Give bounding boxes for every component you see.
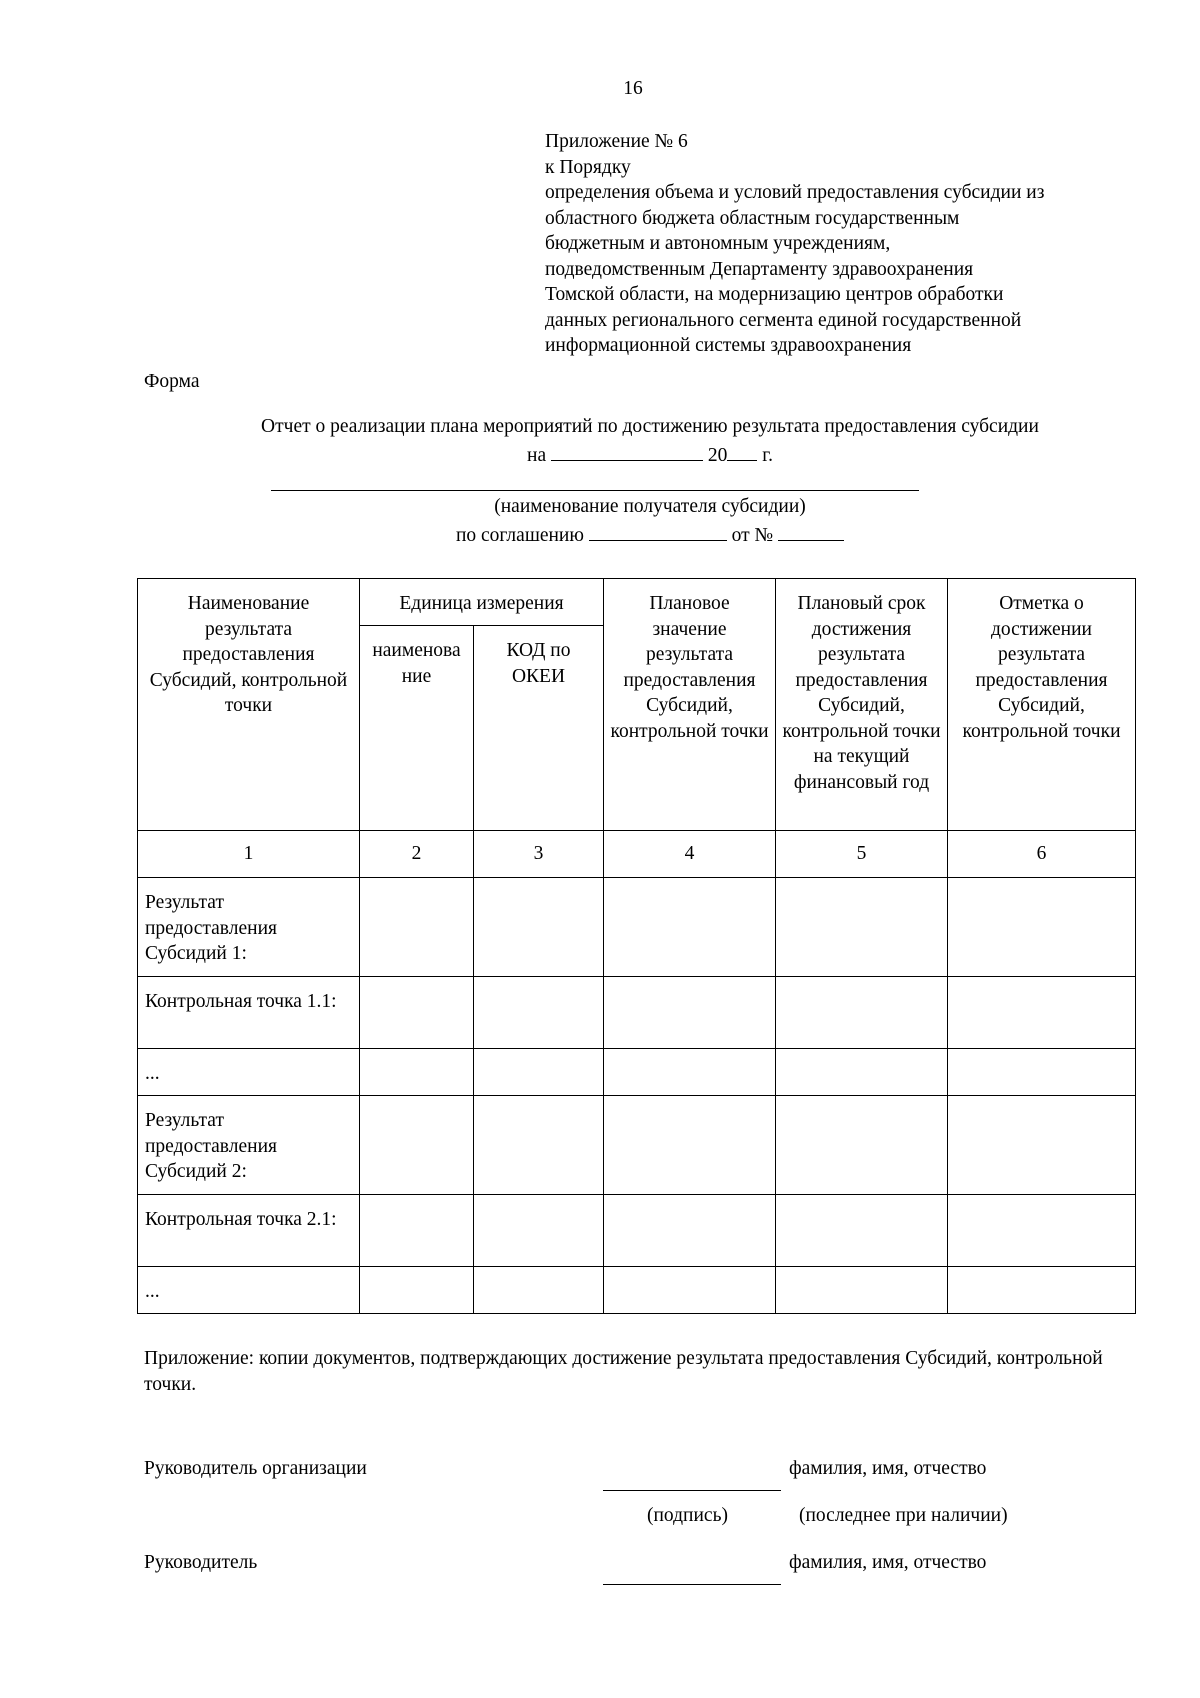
appendix-line: определения объема и условий предоставления субсидии из [545,182,1045,203]
appendix-line: подведомственным Департаменту здравоохранения [545,258,974,280]
header-okei-code: КОД по ОКЕИ [474,626,604,831]
year-prefix: 20 [707,445,728,466]
row-label: Контрольная точка 2.1: [138,1195,360,1267]
data-cell[interactable] [776,1195,948,1267]
data-cell[interactable] [948,1195,1136,1267]
appendix-line: данных регионального сегмента единой государственной [545,309,1022,331]
column-number: 6 [948,831,1136,878]
table-header-row [138,579,1136,626]
column-number-row [138,831,1136,878]
appendix-line: областного бюджета областным государственным [545,207,960,229]
head-of-organization-label: Руководитель организации [144,1458,367,1479]
data-cell[interactable] [360,1195,474,1267]
head-label: Руководитель [144,1552,258,1573]
agreement-line [120,520,1180,549]
header-unit-group: Единица измерения [360,579,604,626]
appendix-line: Томской области, на модернизацию центров обработки [545,284,1004,305]
signature-caption: (подпись) [647,1505,728,1526]
table-row [138,1096,1136,1195]
data-cell[interactable] [604,1096,776,1195]
table-row [138,1267,1136,1314]
report-title: Отчет о реализации плана мероприятий по достижению результата предоставления субсидии [261,416,1039,437]
form-label: Форма [144,371,200,392]
data-cell[interactable] [360,1267,474,1314]
date-prefix: на [527,445,547,466]
appendix-line: бюджетным и автономным учреждениям, [545,233,891,254]
date-line [120,440,1180,469]
data-cell[interactable] [776,1267,948,1314]
fio-label-2: фамилия, имя, отчество [789,1552,987,1573]
row-label: ... [138,1267,360,1314]
report-table [137,578,1136,1314]
table-row [138,977,1136,1049]
year-suffix: г. [762,445,773,466]
table-row [138,1195,1136,1267]
agreement-number-label: от № [731,525,774,546]
data-cell[interactable] [604,1049,776,1096]
data-cell[interactable] [948,1267,1136,1314]
agreement-number-blank[interactable] [778,520,844,541]
column-number: 5 [776,831,948,878]
header-achievement-mark: Отметка о достижении результата предоставления Субсидий, контрольной точки [948,579,1136,831]
data-cell[interactable] [360,1096,474,1195]
row-label: ... [138,1049,360,1096]
data-cell[interactable] [776,977,948,1049]
fio-label-1: фамилия, имя, отчество [789,1458,987,1479]
appendix-line: Приложение № 6 [545,131,688,152]
agreement-prefix: по соглашению [455,525,584,546]
date-blank[interactable] [551,440,703,461]
data-cell[interactable] [604,1267,776,1314]
attachment-note: Приложение: копии документов, подтверждающих достижение результата предоставления Субсидий, контрольной точки. [144,1348,1103,1395]
appendix-header [545,129,1165,359]
data-cell[interactable] [474,1195,604,1267]
column-number: 1 [138,831,360,878]
data-cell[interactable] [474,1267,604,1314]
data-cell[interactable] [604,878,776,977]
data-cell[interactable] [360,977,474,1049]
data-cell[interactable] [474,878,604,977]
data-cell[interactable] [948,1049,1136,1096]
column-number: 3 [474,831,604,878]
header-unit-name: наименова ние [360,626,474,831]
data-cell[interactable] [360,878,474,977]
appendix-line: к Порядку [545,156,631,178]
header-planned-value: Плановое значение результата предоставления Субсидий, контрольной точки [604,579,776,831]
data-cell[interactable] [948,1096,1136,1195]
column-number: 2 [360,831,474,878]
signature-line-2[interactable] [603,1584,781,1585]
data-cell[interactable] [474,1096,604,1195]
row-label: Результат предоставления Субсидий 2: [138,1096,360,1195]
data-cell[interactable] [604,977,776,1049]
patronymic-caption: (последнее при наличии) [799,1505,1008,1526]
data-cell[interactable] [360,1049,474,1096]
appendix-line: информационной системы здравоохранения [545,335,912,356]
data-cell[interactable] [776,1049,948,1096]
data-cell[interactable] [948,977,1136,1049]
data-cell[interactable] [474,977,604,1049]
header-planned-deadline: Плановый срок достижения результата предоставления Субсидий, контрольной точки на текущий финансовый год [776,579,948,831]
data-cell[interactable] [776,878,948,977]
table-row [138,1049,1136,1096]
year-blank[interactable] [727,440,757,461]
data-cell[interactable] [948,878,1136,977]
signature-line-1[interactable] [603,1490,781,1491]
page-number: 16 [623,78,643,99]
header-result-name: Наименование результата предоставления Субсидий, контрольной точки [138,579,360,831]
data-cell[interactable] [604,1195,776,1267]
data-cell[interactable] [776,1096,948,1195]
data-cell[interactable] [474,1049,604,1096]
agreement-blank[interactable] [589,520,727,541]
row-label: Результат предоставления Субсидий 1: [138,878,360,977]
column-number: 4 [604,831,776,878]
recipient-blank-line[interactable] [271,490,919,491]
table-row [138,878,1136,977]
recipient-caption: (наименование получателя субсидии) [494,496,806,517]
row-label: Контрольная точка 1.1: [138,977,360,1049]
